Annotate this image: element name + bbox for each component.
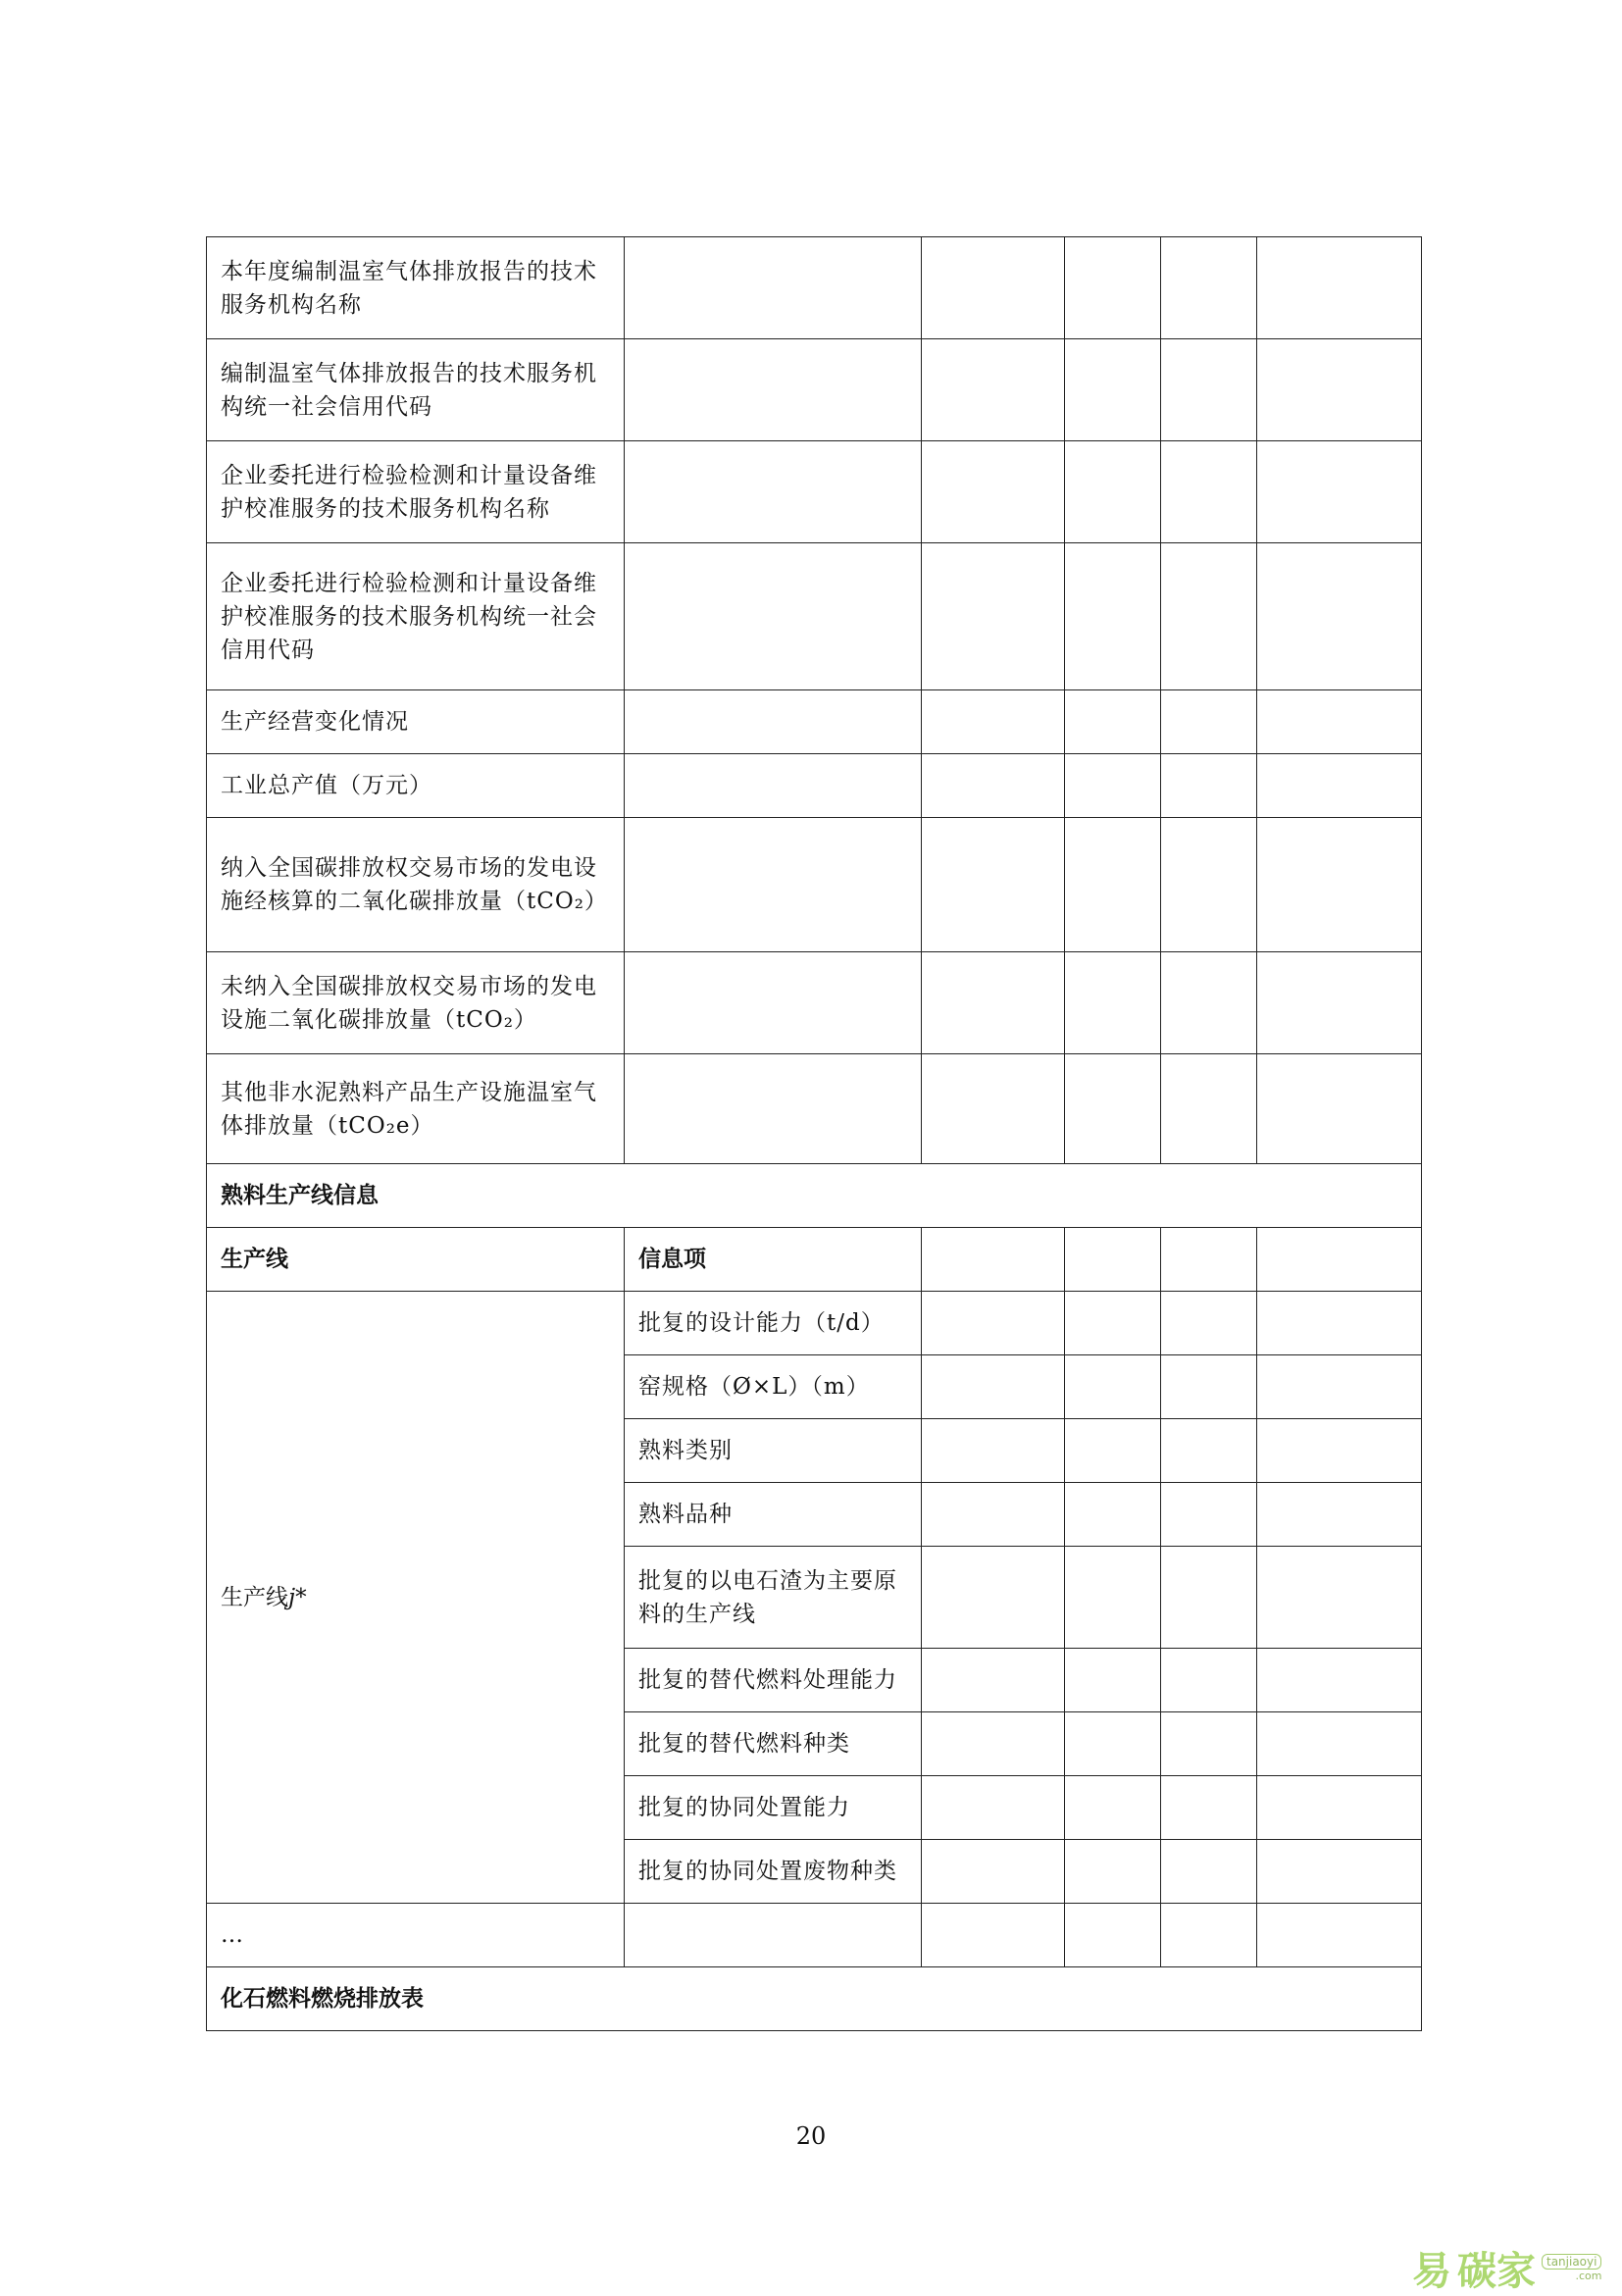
table-row bbox=[207, 690, 1422, 754]
table-row bbox=[207, 1904, 1422, 1967]
table-row bbox=[207, 441, 1422, 543]
value-cell[interactable] bbox=[922, 1355, 1065, 1419]
value-cell[interactable] bbox=[1161, 1776, 1257, 1840]
row-label: 编制温室气体排放报告的技术服务机构统一社会信用代码 bbox=[207, 339, 625, 441]
value-cell[interactable] bbox=[625, 952, 922, 1054]
value-cell[interactable] bbox=[922, 543, 1065, 690]
info-item: 批复的设计能力（t/d） bbox=[625, 1292, 922, 1355]
value-cell[interactable] bbox=[922, 1292, 1065, 1355]
value-cell[interactable] bbox=[625, 339, 922, 441]
value-cell[interactable] bbox=[1065, 1840, 1161, 1904]
production-line-var: j bbox=[288, 1584, 296, 1610]
value-cell[interactable] bbox=[1257, 1483, 1422, 1547]
row-label: 本年度编制温室气体排放报告的技术服务机构名称 bbox=[207, 237, 625, 339]
value-cell[interactable] bbox=[1257, 1054, 1422, 1164]
info-item: 批复的以电石渣为主要原料的生产线 bbox=[625, 1547, 922, 1649]
value-cell[interactable] bbox=[1065, 1419, 1161, 1483]
value-cell[interactable] bbox=[1065, 543, 1161, 690]
ellipsis-cell: … bbox=[207, 1904, 625, 1967]
production-line-prefix: 生产线 bbox=[221, 1584, 288, 1610]
production-line-label bbox=[207, 1292, 625, 1904]
section-title-fossil: 化石燃料燃烧排放表 bbox=[207, 1967, 1422, 2031]
value-cell[interactable] bbox=[1065, 237, 1161, 339]
value-cell[interactable] bbox=[922, 1547, 1065, 1649]
table-row bbox=[207, 1292, 1422, 1355]
row-label: 企业委托进行检验检测和计量设备维护校准服务的技术服务机构名称 bbox=[207, 441, 625, 543]
value-cell[interactable] bbox=[625, 1904, 922, 1967]
value-cell[interactable] bbox=[625, 543, 922, 690]
value-cell[interactable] bbox=[922, 1712, 1065, 1776]
info-item: 窑规格（Ø×L）（m） bbox=[625, 1355, 922, 1419]
value-cell[interactable] bbox=[922, 1649, 1065, 1712]
value-cell[interactable] bbox=[1065, 1355, 1161, 1419]
column-header-item: 信息项 bbox=[625, 1228, 922, 1292]
info-item: 批复的协同处置能力 bbox=[625, 1776, 922, 1840]
value-cell[interactable] bbox=[625, 818, 922, 952]
value-cell[interactable] bbox=[625, 1054, 922, 1164]
value-cell[interactable] bbox=[1257, 1547, 1422, 1649]
watermark-glyph: 易 bbox=[1412, 2249, 1451, 2294]
value-cell[interactable] bbox=[1257, 1649, 1422, 1712]
value-cell[interactable] bbox=[922, 441, 1065, 543]
value-cell[interactable] bbox=[922, 1840, 1065, 1904]
value-cell[interactable] bbox=[1257, 1904, 1422, 1967]
value-cell[interactable] bbox=[1161, 1419, 1257, 1483]
watermark-text: 碳家 bbox=[1457, 2249, 1536, 2294]
value-cell[interactable] bbox=[1161, 1355, 1257, 1419]
value-cell[interactable] bbox=[1161, 1649, 1257, 1712]
value-cell[interactable] bbox=[1257, 1419, 1422, 1483]
value-cell[interactable] bbox=[1257, 1712, 1422, 1776]
value-cell[interactable] bbox=[625, 441, 922, 543]
value-cell[interactable] bbox=[1257, 1840, 1422, 1904]
value-cell[interactable] bbox=[1065, 441, 1161, 543]
watermark-logo bbox=[1412, 2240, 1601, 2296]
value-cell[interactable] bbox=[1065, 1547, 1161, 1649]
value-cell[interactable] bbox=[1257, 1776, 1422, 1840]
value-cell[interactable] bbox=[1161, 543, 1257, 690]
value-cell[interactable] bbox=[1161, 754, 1257, 818]
value-cell[interactable] bbox=[1161, 1904, 1257, 1967]
value-cell[interactable] bbox=[1065, 339, 1161, 441]
value-cell[interactable] bbox=[1065, 1054, 1161, 1164]
value-cell[interactable] bbox=[922, 1054, 1065, 1164]
value-cell[interactable] bbox=[1161, 237, 1257, 339]
section-header-row bbox=[207, 1164, 1422, 1228]
row-label: 纳入全国碳排放权交易市场的发电设施经核算的二氧化碳排放量（tCO₂） bbox=[207, 818, 625, 952]
section-title-clinker: 熟料生产线信息 bbox=[207, 1164, 1422, 1228]
info-item: 批复的替代燃料种类 bbox=[625, 1712, 922, 1776]
table-row bbox=[207, 818, 1422, 952]
value-cell[interactable] bbox=[922, 754, 1065, 818]
value-cell[interactable] bbox=[922, 1483, 1065, 1547]
page-number: 20 bbox=[795, 2122, 827, 2150]
value-cell[interactable] bbox=[1065, 1292, 1161, 1355]
value-cell[interactable] bbox=[1257, 237, 1422, 339]
value-cell[interactable] bbox=[922, 952, 1065, 1054]
table-row bbox=[207, 237, 1422, 339]
value-cell[interactable] bbox=[1161, 1840, 1257, 1904]
value-cell[interactable] bbox=[625, 690, 922, 754]
watermark-side bbox=[1542, 2254, 1601, 2283]
row-label: 生产经营变化情况 bbox=[207, 690, 625, 754]
value-cell[interactable] bbox=[625, 237, 922, 339]
value-cell[interactable] bbox=[1065, 1776, 1161, 1840]
value-cell[interactable] bbox=[1257, 818, 1422, 952]
table-row bbox=[207, 543, 1422, 690]
column-header-line: 生产线 bbox=[207, 1228, 625, 1292]
value-cell[interactable] bbox=[922, 1419, 1065, 1483]
row-label: 工业总产值（万元） bbox=[207, 754, 625, 818]
value-cell[interactable] bbox=[625, 754, 922, 818]
info-item: 批复的替代燃料处理能力 bbox=[625, 1649, 922, 1712]
value-cell[interactable] bbox=[1065, 1904, 1161, 1967]
value-cell[interactable] bbox=[1161, 339, 1257, 441]
section-header-row bbox=[207, 1967, 1422, 2031]
value-cell[interactable] bbox=[1161, 1054, 1257, 1164]
value-cell[interactable] bbox=[1065, 1712, 1161, 1776]
info-item: 熟料品种 bbox=[625, 1483, 922, 1547]
value-cell[interactable] bbox=[922, 1904, 1065, 1967]
value-cell[interactable] bbox=[1257, 543, 1422, 690]
value-cell[interactable] bbox=[1161, 818, 1257, 952]
value-cell[interactable] bbox=[1257, 339, 1422, 441]
value-cell[interactable] bbox=[1161, 1547, 1257, 1649]
value-cell[interactable] bbox=[1257, 441, 1422, 543]
watermark-domain: .com bbox=[1575, 2269, 1602, 2282]
value-cell[interactable] bbox=[1257, 754, 1422, 818]
table-row bbox=[207, 952, 1422, 1054]
value-cell[interactable] bbox=[1257, 1228, 1422, 1292]
value-cell[interactable] bbox=[1065, 1228, 1161, 1292]
info-table bbox=[206, 236, 1422, 2031]
value-cell[interactable] bbox=[1257, 952, 1422, 1054]
row-label: 企业委托进行检验检测和计量设备维护校准服务的技术服务机构统一社会信用代码 bbox=[207, 543, 625, 690]
column-header-row bbox=[207, 1228, 1422, 1292]
table-row bbox=[207, 339, 1422, 441]
value-cell[interactable] bbox=[1065, 1483, 1161, 1547]
value-cell[interactable] bbox=[1161, 441, 1257, 543]
value-cell[interactable] bbox=[1065, 690, 1161, 754]
value-cell[interactable] bbox=[922, 339, 1065, 441]
value-cell[interactable] bbox=[1161, 690, 1257, 754]
row-label: 其他非水泥熟料产品生产设施温室气体排放量（tCO₂e） bbox=[207, 1054, 625, 1164]
value-cell[interactable] bbox=[1257, 1292, 1422, 1355]
value-cell[interactable] bbox=[922, 1776, 1065, 1840]
value-cell[interactable] bbox=[1161, 1292, 1257, 1355]
value-cell[interactable] bbox=[922, 237, 1065, 339]
watermark-brand: tanjiaoyi bbox=[1542, 2254, 1601, 2270]
value-cell[interactable] bbox=[1161, 1483, 1257, 1547]
info-item: 批复的协同处置废物种类 bbox=[625, 1840, 922, 1904]
value-cell[interactable] bbox=[922, 818, 1065, 952]
value-cell[interactable] bbox=[1161, 952, 1257, 1054]
row-label: 未纳入全国碳排放权交易市场的发电设施二氧化碳排放量（tCO₂） bbox=[207, 952, 625, 1054]
production-line-suffix: * bbox=[295, 1584, 307, 1610]
value-cell[interactable] bbox=[1065, 1649, 1161, 1712]
value-cell[interactable] bbox=[1161, 1228, 1257, 1292]
table-row bbox=[207, 1054, 1422, 1164]
value-cell[interactable] bbox=[1065, 754, 1161, 818]
value-cell[interactable] bbox=[1161, 1712, 1257, 1776]
info-item: 熟料类别 bbox=[625, 1419, 922, 1483]
value-cell[interactable] bbox=[1257, 1355, 1422, 1419]
value-cell[interactable] bbox=[1065, 818, 1161, 952]
value-cell[interactable] bbox=[1257, 690, 1422, 754]
value-cell[interactable] bbox=[922, 1228, 1065, 1292]
value-cell[interactable] bbox=[1065, 952, 1161, 1054]
table-row bbox=[207, 754, 1422, 818]
value-cell[interactable] bbox=[922, 690, 1065, 754]
